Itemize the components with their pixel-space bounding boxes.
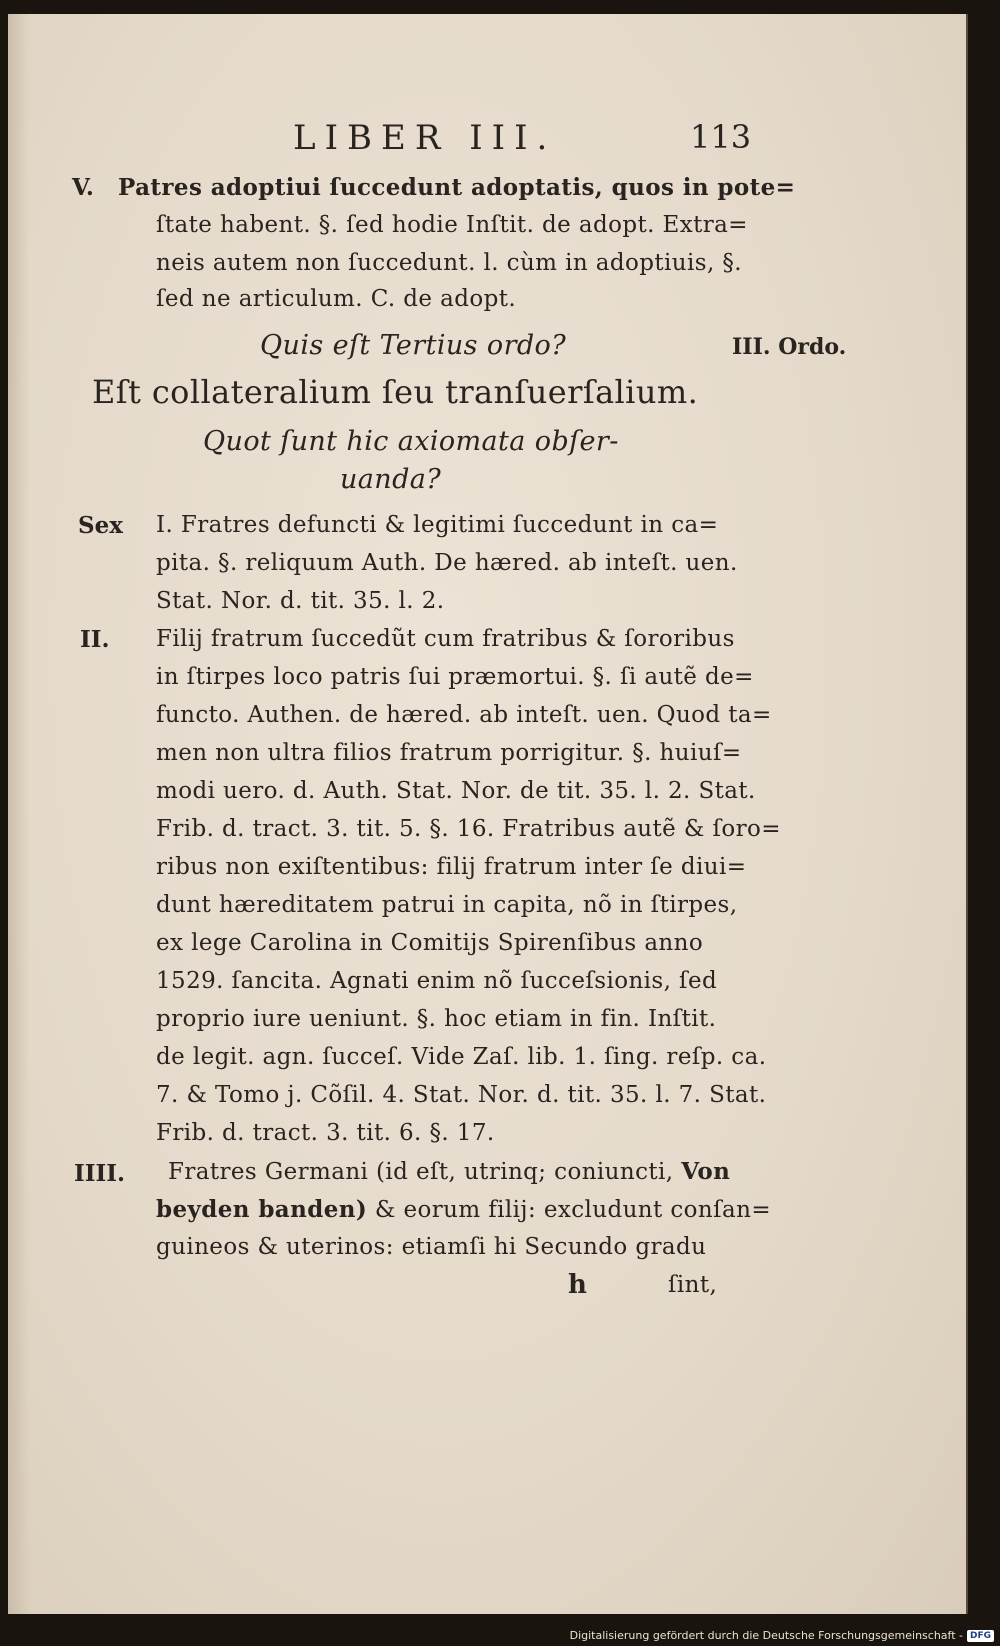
text-line: dunt hæreditatem patrui in capita, nõ in ſtirpes, [156, 892, 738, 918]
signature-mark: h [568, 1270, 588, 1300]
text-line: de legit. agn. ſucceſ. Vide Zaſ. lib. 1. ſing. reſp. ca. [156, 1044, 767, 1070]
text-line: neis autem non ſuccedunt. l. cùm in adoptiuis, §. [156, 250, 742, 276]
text-line: 1529. ſancita. Agnati enim nõ ſucceſsionis, ſed [156, 968, 718, 994]
text-line: in ſtirpes loco patris ſui præmortui. §. ſi autẽ de= [156, 664, 754, 690]
page-number: 113 [690, 118, 752, 156]
text-line [168, 1160, 730, 1184]
blackletter-text: beyden banden) [156, 1196, 368, 1223]
text-line: modi uero. d. Auth. Stat. Nor. de tit. 35. l. 2. Stat. [156, 778, 756, 804]
text-line: ſtate habent. §. ſed hodie Inſtit. de adopt. Extra= [156, 212, 748, 238]
dfg-logo: DFG [967, 1630, 994, 1642]
margin-note-v: V. [72, 174, 94, 201]
text-line [156, 1198, 771, 1222]
text-line: ex lege Carolina in Comitijs Spirenſibus anno [156, 930, 704, 956]
margin-note-iii-ordo: III. Ordo. [732, 334, 847, 360]
text-line: guineos & uterinos: etiamſi hi Secundo gradu [156, 1234, 707, 1260]
text-line: Frib. d. tract. 3. tit. 6. §. 17. [156, 1120, 495, 1146]
text-line: functo. Authen. de hæred. ab inteſt. uen. Quod ta= [156, 702, 772, 728]
margin-note-iiii: IIII. [74, 1160, 126, 1187]
book-page [8, 14, 968, 1614]
digitization-footer [570, 1629, 994, 1642]
answer-line: Eſt collateralium ſeu tranſuerſalium. [92, 373, 699, 411]
catchword: ſint, [668, 1272, 718, 1298]
text-fragment: Fratres Germani (id eſt, utrinq; coniuncti, [168, 1159, 674, 1185]
page-fold-shadow [8, 14, 30, 1614]
text-line: 7. & Tomo j. Cõſil. 4. Stat. Nor. d. tit. 35. l. 7. Stat. [156, 1082, 767, 1108]
text-line: pita. §. reliquum Auth. De hæred. ab inteſt. uen. [156, 550, 738, 576]
text-line: ribus non exiſtentibus: filij fratrum inter ſe diui= [156, 854, 747, 880]
text-line: Patres adoptiui ſuccedunt adoptatis, quos in pote= [118, 174, 796, 201]
text-line: ſed ne articulum. C. de adopt. [156, 286, 517, 312]
text-fragment: & eorum filij: excludunt conſan= [374, 1197, 772, 1223]
question-heading: Quot ſunt hic axiomata obſer- [203, 426, 619, 457]
margin-note-sex: Sex [78, 512, 123, 539]
text-line: I. Fratres defuncti & legitimi ſuccedunt in ca= [156, 512, 719, 538]
margin-note-ii: II. [80, 626, 110, 653]
blackletter-text: Von [681, 1158, 731, 1185]
header-title: LIBER III. [293, 118, 557, 158]
text-line: Filij fratrum ſuccedũt cum fratribus & ſororibus [156, 626, 735, 652]
text-line: men non ultra filios fratrum porrigitur. §. huiuſ= [156, 740, 742, 766]
question-heading: Quis eſt Tertius ordo? [260, 330, 567, 361]
text-line: Stat. Nor. d. tit. 35. l. 2. [156, 588, 445, 614]
text-line: proprio iure ueniunt. §. hoc etiam in fin. Inſtit. [156, 1006, 717, 1032]
footer-text: Digitalisierung gefördert durch die Deutsche Forschungsgemeinschaft - [569, 1629, 963, 1642]
running-header [8, 110, 966, 170]
question-heading: uanda? [340, 464, 442, 495]
text-line: Frib. d. tract. 3. tit. 5. §. 16. Fratribus autẽ & ſoro= [156, 816, 781, 842]
